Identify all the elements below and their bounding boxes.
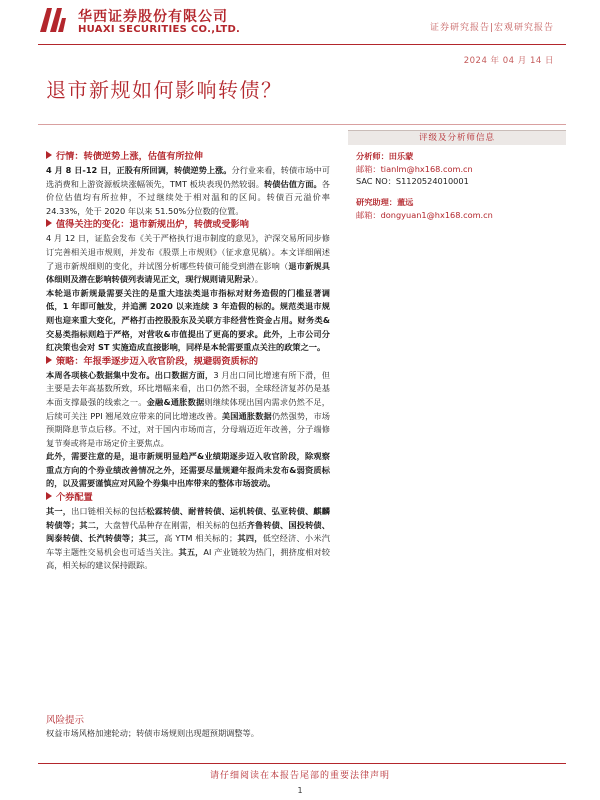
report-title: 退市新规如何影响转债？ [46,78,283,102]
triangle-bullet-icon [46,151,52,159]
risk-heading: 风险提示 [46,715,85,726]
analyst-email: 邮箱：tianlm@hx168.com.cn [356,164,473,174]
assistant-row: 研究助理：董远 [356,197,414,207]
report-date: 2024 年 04 月 14 日 [463,56,554,66]
section-heading: 值得关注的变化：退市新规出炉，转债或受影响 [46,218,330,232]
header-divider [38,44,566,45]
section-heading: 行情：转债逆势上涨，估值有所拉伸 [46,150,330,164]
analyst-row: 分析师：田乐蒙 [356,151,414,161]
paragraph: 其一，出口链相关标的包括松霖转债、耐普转债、运机转债、弘亚转债、麒麟转债等；其二，大盘替代品种存在刚需，相关标的包括齐鲁转债、国投转债、闽泰转债、长汽转债等；其三，高 YTM 相关标的；其四，低空经济、小米汽车等主题性交易机会也可适当关注。其五，AI 产业链较为热门，拥挤度相对较高，相关标的建议保持跟踪。 [46,506,330,571]
paragraph: 本轮退市新规最需要关注的是重大违法类退市指标对财务造假的门槛显著调低，1 年即可触发，并追溯 2020 以来连续 3 年造假的标的。规范类退市规则也迎来重大变化，严格打击控股股东及关联方非经营性资金占用。财务类&交易类指标则趋于严格，对营收&市值提出了更高的要求。此外，上市公司分红决策也会对 ST 实施造成直接影响，同样是本轮需要重点关注的政策之一。 [46,287,330,353]
report-type: 证券研究报告|宏观研究报告 [429,23,554,33]
section-heading: 策略：年报季逐步迈入收官阶段，规避弱资质标的 [46,355,330,369]
section-heading: 个券配置 [46,491,330,505]
analyst-info-header: 评级及分析师信息 [348,130,566,145]
paragraph: 本周各项核心数据集中发布。出口数据方面，3 月出口同比增速有所下滑，但主要是去年高基数所致，环比增幅来看，出口仍然不弱，全球经济复苏仍是基本面支撑最强的线索之一。金融&通胀数据则继续体现出国内需求仍然不足，后续可关注 PPI 翘尾效应带来的同比增速改善。美国通胀数据仍然强势，市场预期降息节点后移。不过，对于国内市场而言，分母端迈近年改善，分子端修复节奏或将是市场定价主要焦点。 [46,369,330,448]
assistant-email: 邮箱：dongyuan1@hx168.com.cn [356,210,493,220]
huaxi-logo-icon [38,6,68,34]
company-name-cn: 华西证券股份有限公司 [78,9,228,25]
page-number: 1 [297,786,303,795]
title-divider [38,124,566,125]
paragraph: 4 月 8 日-12 日，正股有所回调，转债逆势上涨。分行业来看，转债市场中可选消费和上游资源板块涨幅领先，TMT 板块表现仍然较弱。转债估值方面。各价位估值均有所拉伸，不过继续处于相对温和的区间。转债百元溢价率 24.33%，处于 2020 年以来 51.50%分位数的位置。 [46,165,330,216]
footer-divider [38,763,566,764]
sac-number: SAC NO：S1120524010001 [356,176,469,186]
paragraph: 4 月 12 日，证监会发布《关于严格执行退市制度的意见》，沪深交易所同步修订完善相关退市规则，并发布《股票上市规则》（征求意见稿）。本文详细阐述了退市新规细则的变化，并试图分析哪些转债可能受到潜在影响（退市新规具体细则及潜在影响转债列表请见正文，现行规则请见附录）。 [46,233,330,285]
main-column [46,150,330,573]
triangle-bullet-icon [46,356,52,364]
triangle-bullet-icon [46,219,52,227]
triangle-bullet-icon [46,492,52,500]
company-name-en: HUAXI SECURITIES CO.,LTD. [78,24,241,35]
risk-text: 权益市场风格加速轮动；转债市场规则出现超预期调整等。 [46,728,259,738]
paragraph: 此外，需要注意的是，退市新规明显趋严&业绩期逐步迈入收官阶段，除观察重点方向的个券业绩改善情况之外，还需要尽量规避年报尚未发布&弱资质标的，以及需要谨慎应对风险个券集中出库带来的整体市场波动。 [46,451,330,489]
legal-notice: 请仔细阅读在本报告尾部的重要法律声明 [209,771,390,781]
